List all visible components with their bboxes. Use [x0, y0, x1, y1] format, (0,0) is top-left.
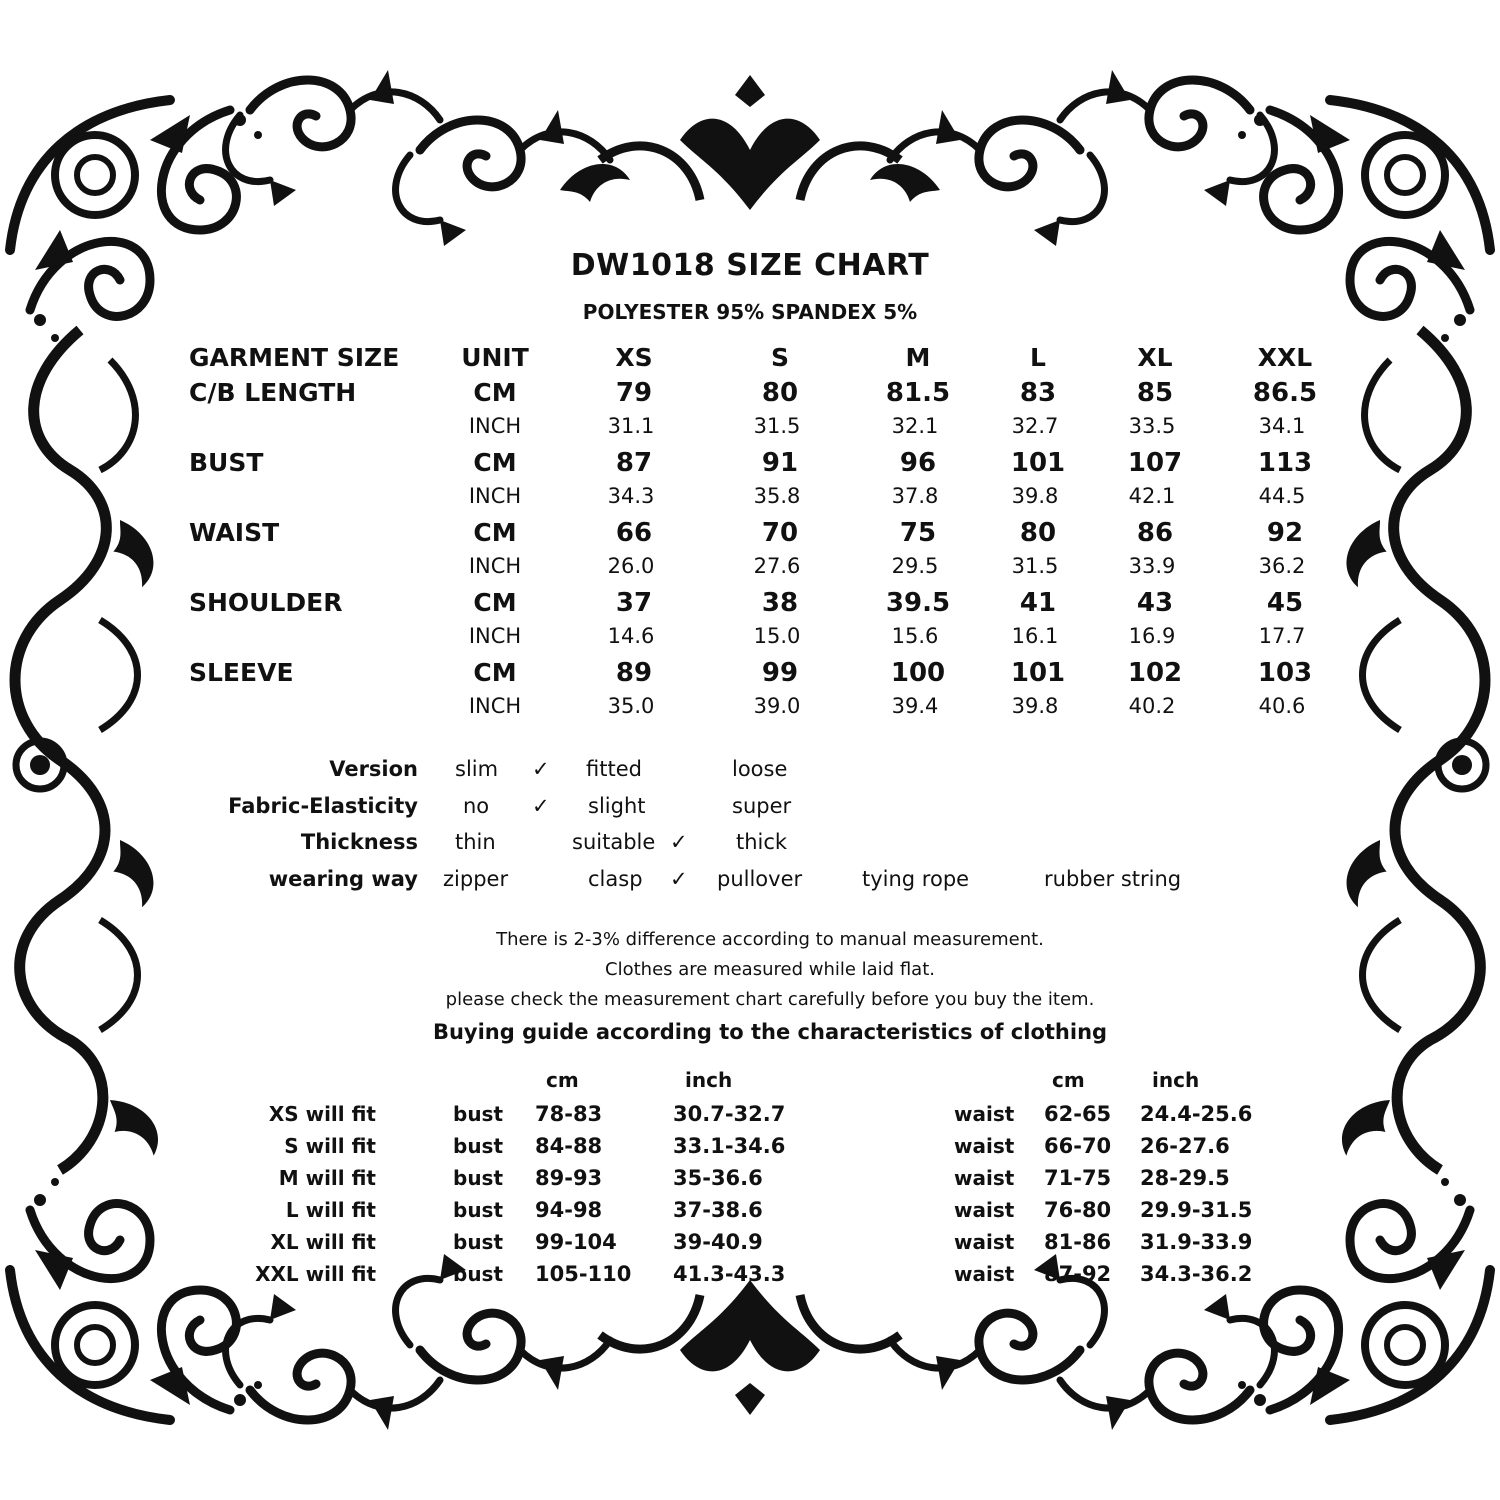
- elasticity-option-slight: slight: [588, 794, 646, 818]
- cm-value: 39.5: [885, 588, 951, 618]
- bust-cm-range: 84-88: [535, 1134, 603, 1158]
- bust-label: bust: [453, 1102, 504, 1126]
- waist-inch-range: 24.4-25.6: [1140, 1102, 1253, 1126]
- size-header-xl: XL: [1137, 343, 1173, 372]
- unit-header: UNIT: [461, 343, 529, 372]
- unit-cm: CM: [473, 378, 517, 407]
- inch-value: 42.1: [1128, 484, 1176, 508]
- cm-value: 66: [615, 518, 653, 548]
- size-header-xxl: XXL: [1257, 343, 1313, 372]
- version-option-fitted: fitted: [586, 757, 642, 781]
- inch-value: 39.8: [1011, 694, 1059, 718]
- waist-cm-range: 76-80: [1044, 1198, 1112, 1222]
- unit-inch: INCH: [468, 694, 522, 718]
- cm-value: 86: [1136, 518, 1174, 548]
- waist-inch-range: 31.9-33.9: [1140, 1230, 1253, 1254]
- cm-value: 101: [1010, 448, 1066, 478]
- cm-value: 70: [761, 518, 799, 548]
- size-header-l: L: [1030, 343, 1046, 372]
- cm-value: 91: [761, 448, 799, 478]
- cm-value: 99: [761, 658, 799, 688]
- waist-inch-range: 34.3-36.2: [1140, 1262, 1253, 1286]
- note-check-chart: please check the measurement chart carefully before you buy the item.: [445, 989, 1095, 1010]
- unit-inch: INCH: [468, 554, 522, 578]
- fit-size-label: XS will fit: [268, 1102, 376, 1126]
- unit-inch: INCH: [468, 624, 522, 648]
- wearing-way-label: wearing way: [268, 867, 418, 891]
- wearing-option-pullover: pullover: [717, 867, 803, 891]
- fit-size-label: XXL will fit: [255, 1262, 376, 1286]
- bust-inch-range: 30.7-32.7: [673, 1102, 786, 1126]
- cm-value: 85: [1136, 378, 1174, 408]
- bust-label: bust: [453, 1134, 504, 1158]
- inch-value: 16.1: [1011, 624, 1059, 648]
- guide-waist-cm-header: cm: [1052, 1068, 1085, 1092]
- version-label: Version: [329, 757, 418, 781]
- cm-value: 86.5: [1252, 378, 1318, 408]
- cm-value: 103: [1257, 658, 1313, 688]
- waist-inch-range: 28-29.5: [1140, 1166, 1230, 1190]
- wearing-option-clasp: clasp: [588, 867, 643, 891]
- bust-cm-range: 99-104: [535, 1230, 617, 1254]
- thickness-option-suitable: suitable: [572, 830, 656, 854]
- unit-cm: CM: [473, 448, 517, 477]
- inch-value: 14.6: [607, 624, 655, 648]
- inch-value: 40.2: [1128, 694, 1176, 718]
- cm-value: 80: [1019, 518, 1057, 548]
- bust-cm-range: 94-98: [535, 1198, 603, 1222]
- size-header-s: S: [770, 343, 789, 372]
- bust-inch-range: 39-40.9: [673, 1230, 763, 1254]
- cm-value: 45: [1266, 588, 1304, 618]
- cm-value: 92: [1266, 518, 1304, 548]
- inch-value: 17.7: [1258, 624, 1306, 648]
- note-measurement-difference: There is 2-3% difference according to manual measurement.: [496, 929, 1044, 950]
- unit-inch: INCH: [468, 414, 522, 438]
- note-laid-flat: Clothes are measured while laid flat.: [605, 959, 935, 980]
- bust-cm-range: 78-83: [535, 1102, 603, 1126]
- inch-value: 35.8: [753, 484, 801, 508]
- inch-value: 33.5: [1128, 414, 1176, 438]
- fit-size-label: XL will fit: [270, 1230, 376, 1254]
- inch-value: 39.4: [891, 694, 939, 718]
- waist-cm-range: 81-86: [1044, 1230, 1112, 1254]
- waist-inch-range: 29.9-31.5: [1140, 1198, 1253, 1222]
- check-icon: ✓: [532, 757, 550, 781]
- page-title: DW1018 SIZE CHART: [570, 248, 930, 283]
- inch-value: 34.1: [1258, 414, 1306, 438]
- fabric-composition: POLYESTER 95% SPANDEX 5%: [582, 300, 918, 324]
- garment-size-header: GARMENT SIZE: [189, 343, 400, 372]
- unit-cm: CM: [473, 588, 517, 617]
- inch-value: 29.5: [891, 554, 939, 578]
- waist-inch-range: 26-27.6: [1140, 1134, 1230, 1158]
- cm-value: 100: [890, 658, 946, 688]
- measurement-label: SHOULDER: [189, 588, 343, 617]
- guide-bust-inch-header: inch: [685, 1068, 733, 1092]
- elasticity-option-no: no: [463, 794, 490, 818]
- inch-value: 34.3: [607, 484, 655, 508]
- bust-inch-range: 41.3-43.3: [673, 1262, 786, 1286]
- inch-value: 39.8: [1011, 484, 1059, 508]
- bust-label: bust: [453, 1198, 504, 1222]
- cm-value: 38: [761, 588, 799, 618]
- buying-guide-title: Buying guide according to the characteristics of clothing: [432, 1020, 1108, 1044]
- check-icon: ✓: [670, 867, 688, 891]
- wearing-option-zipper: zipper: [443, 867, 509, 891]
- measurement-label: BUST: [189, 448, 264, 477]
- bust-label: bust: [453, 1230, 504, 1254]
- bust-cm-range: 105-110: [535, 1262, 632, 1286]
- cm-value: 107: [1127, 448, 1183, 478]
- elasticity-option-super: super: [732, 794, 792, 818]
- unit-cm: CM: [473, 518, 517, 547]
- size-header-m: M: [905, 343, 931, 372]
- inch-value: 44.5: [1258, 484, 1306, 508]
- size-header-xs: XS: [615, 343, 653, 372]
- waist-label: waist: [954, 1166, 1015, 1190]
- waist-cm-range: 66-70: [1044, 1134, 1112, 1158]
- waist-label: waist: [954, 1198, 1015, 1222]
- bust-inch-range: 33.1-34.6: [673, 1134, 786, 1158]
- bust-cm-range: 89-93: [535, 1166, 603, 1190]
- check-icon: ✓: [532, 794, 550, 818]
- fit-size-label: M will fit: [278, 1166, 376, 1190]
- cm-value: 101: [1010, 658, 1066, 688]
- fit-size-label: S will fit: [284, 1134, 376, 1158]
- cm-value: 81.5: [885, 378, 951, 408]
- inch-value: 32.7: [1011, 414, 1059, 438]
- cm-value: 41: [1019, 588, 1057, 618]
- cm-value: 75: [899, 518, 937, 548]
- cm-value: 79: [615, 378, 653, 408]
- inch-value: 33.9: [1128, 554, 1176, 578]
- guide-waist-inch-header: inch: [1152, 1068, 1200, 1092]
- elasticity-label: Fabric-Elasticity: [228, 794, 418, 818]
- bust-label: bust: [453, 1166, 504, 1190]
- inch-value: 16.9: [1128, 624, 1176, 648]
- cm-value: 102: [1127, 658, 1183, 688]
- cm-value: 96: [899, 448, 937, 478]
- version-option-slim: slim: [455, 757, 499, 781]
- version-option-loose: loose: [732, 757, 788, 781]
- inch-value: 31.1: [607, 414, 655, 438]
- thickness-option-thick: thick: [736, 830, 788, 854]
- inch-value: 32.1: [891, 414, 939, 438]
- measurement-label: C/B LENGTH: [189, 378, 357, 407]
- inch-value: 39.0: [753, 694, 801, 718]
- bust-label: bust: [453, 1262, 504, 1286]
- cm-value: 87: [615, 448, 653, 478]
- cm-value: 113: [1257, 448, 1313, 478]
- waist-cm-range: 87-92: [1044, 1262, 1112, 1286]
- waist-label: waist: [954, 1230, 1015, 1254]
- inch-value: 15.0: [753, 624, 801, 648]
- inch-value: 31.5: [1011, 554, 1059, 578]
- wearing-option-tying-rope: tying rope: [862, 867, 970, 891]
- cm-value: 80: [761, 378, 799, 408]
- cm-value: 37: [615, 588, 653, 618]
- measurement-label: SLEEVE: [189, 658, 294, 687]
- cm-value: 43: [1136, 588, 1174, 618]
- inch-value: 26.0: [607, 554, 655, 578]
- bust-inch-range: 37-38.6: [673, 1198, 763, 1222]
- measurement-label: WAIST: [189, 518, 280, 547]
- inch-value: 36.2: [1258, 554, 1306, 578]
- wearing-option-rubber-string: rubber string: [1044, 867, 1182, 891]
- inch-value: 31.5: [753, 414, 801, 438]
- thickness-label: Thickness: [300, 830, 418, 854]
- waist-label: waist: [954, 1134, 1015, 1158]
- guide-bust-cm-header: cm: [546, 1068, 579, 1092]
- inch-value: 35.0: [607, 694, 655, 718]
- fit-size-label: L will fit: [285, 1198, 376, 1222]
- waist-cm-range: 62-65: [1044, 1102, 1112, 1126]
- inch-value: 37.8: [891, 484, 939, 508]
- inch-value: 40.6: [1258, 694, 1306, 718]
- check-icon: ✓: [670, 830, 688, 854]
- waist-label: waist: [954, 1262, 1015, 1286]
- unit-cm: CM: [473, 658, 517, 687]
- unit-inch: INCH: [468, 484, 522, 508]
- cm-value: 83: [1019, 378, 1057, 408]
- cm-value: 89: [615, 658, 653, 688]
- waist-label: waist: [954, 1102, 1015, 1126]
- waist-cm-range: 71-75: [1044, 1166, 1112, 1190]
- inch-value: 27.6: [753, 554, 801, 578]
- thickness-option-thin: thin: [455, 830, 496, 854]
- bust-inch-range: 35-36.6: [673, 1166, 763, 1190]
- inch-value: 15.6: [891, 624, 939, 648]
